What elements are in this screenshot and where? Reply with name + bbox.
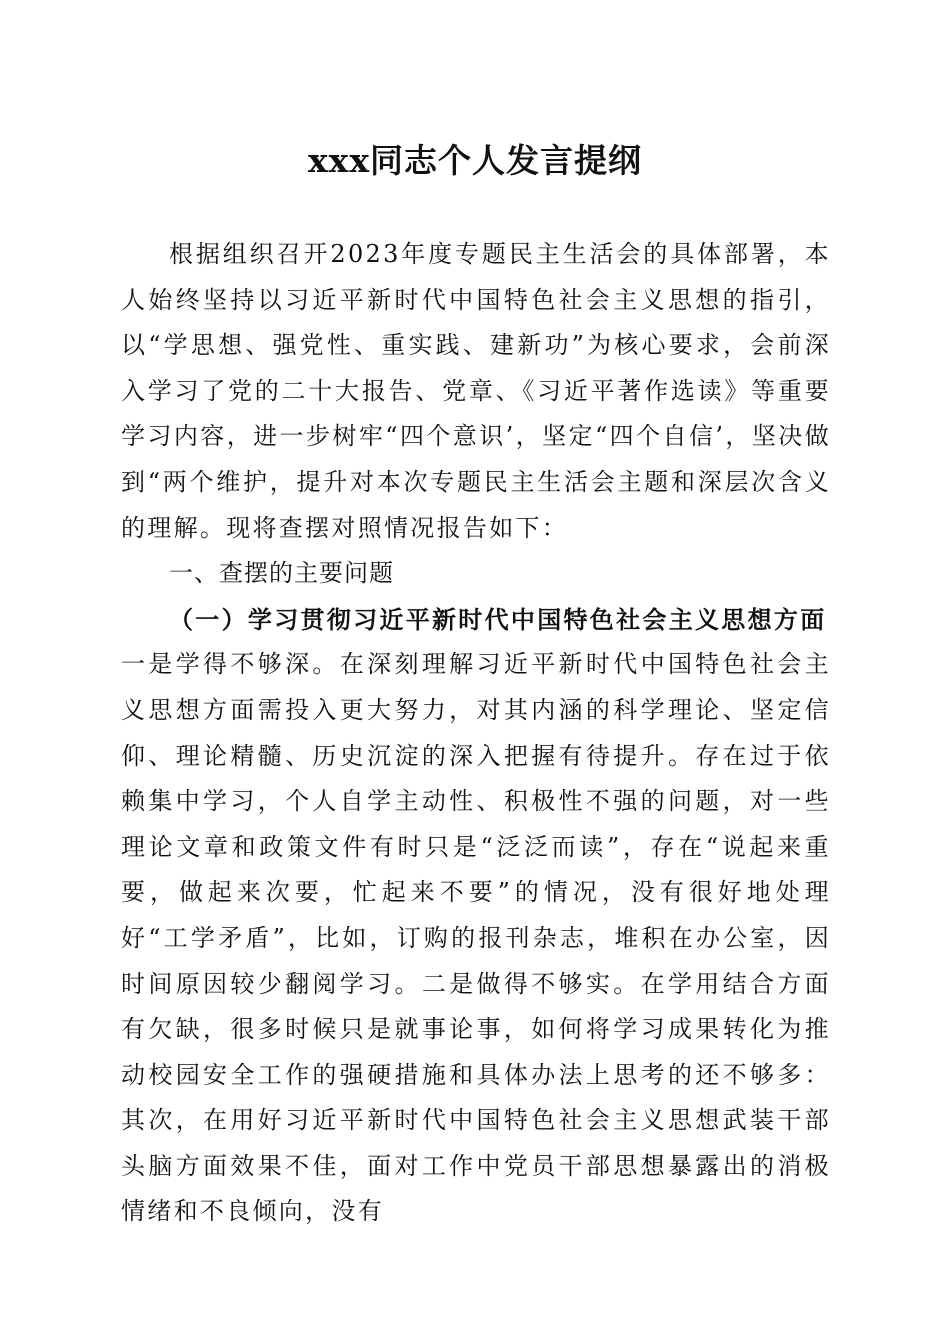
document-body bbox=[121, 232, 831, 1235]
section-heading: 一、查摆的主要问题 bbox=[169, 559, 394, 588]
subsection-heading: （一）学习贯彻习近平新时代中国特色社会主义思想方面 bbox=[169, 604, 827, 634]
intro-paragraph: 根据组织召开2023年度专题民主生活会的具体部署，本人始终坚持以习近平新时代中国特色社会主义思想的指引，以“学思想、强党性、重实践、建新功”为核心要求，会前深入学习了党的二十大报告、党章、《习近平著作选读》等重要学习内容，进一步树牢“四个意识’，坚定“四个自信’，坚决做到“两个维护，提升对本次专题民主生活会主题和深层次含义的理解。现将查摆对照情况报告如下： bbox=[121, 240, 831, 542]
subsection-body-paragraph: 一是学得不够深。在深刻理解习近平新时代中国特色社会主义思想方面需投入更大努力，对其内涵的科学理论、坚定信仰、理论精髓、历史沉淀的深入把握有待提升。存在过于依赖集中学习，个人自学主动性、积极性不强的问题，对一些理论文章和政策文件有时只是“泛泛而读”，存在“说起来重要，做起来次要，忙起来不要”的情况，没有很好地处理好“工学矛盾”，比如，订购的报刊杂志，堆积在办公室，因时间原因较少翻阅学习。二是做得不够实。在学用结合方面有欠缺，很多时候只是就事论事，如何将学习成果转化为推动校园安全工作的强硬措施和具体办法上思考的还不够多：其次，在用好习近平新时代中国特色社会主义思想武装干部头脑方面效果不佳，面对工作中党员干部思想暴露出的消极情绪和不良倾向，没有 bbox=[121, 650, 831, 1226]
document-title: xxx同志个人发言提纲 bbox=[307, 141, 643, 180]
